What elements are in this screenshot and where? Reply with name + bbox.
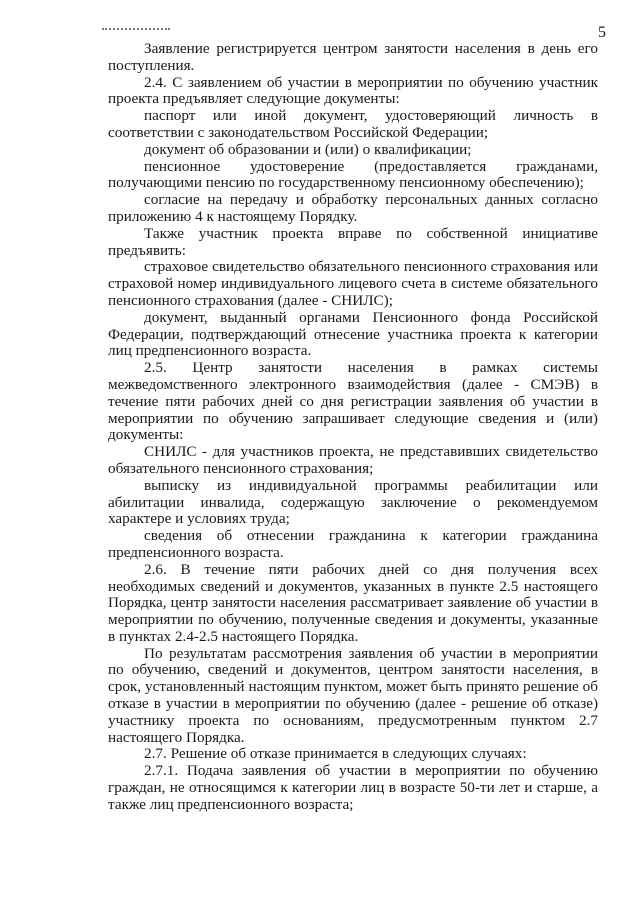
list-item-pre-retirement-info: сведения об отнесении гражданина к категории гражданина предпенсионного возраста. (108, 527, 598, 561)
paragraph-review-results: По результатам рассмотрения заявления об участии в мероприятии по обучению, сведений и документов, центром занятости населения, в срок, установленный настоящим пунктом, может быть принято решение об отказе в участии в мероприятии по обучению (далее - решение об отказе) участнику проекта по основаниям, предусмотренным пунктом 2.7 настоящего Порядка. (108, 644, 598, 746)
paragraph-optional-documents: Также участник проекта вправе по собственной инициативе предъявить: (108, 224, 598, 259)
document-body (108, 41, 598, 814)
list-item-snils-request: СНИЛС - для участников проекта, не представивших свидетельство обязательного пенсионного страхования; (108, 443, 598, 477)
list-item-personal-data-consent: согласие на передачу и обработку персональных данных согласно приложению 4 к настоящему Порядку. (108, 191, 598, 225)
paragraph-2-6: 2.6. В течение пяти рабочих дней со дня получения всех необходимых сведений и документов, указанных в пункте 2.5 настоящего Порядка, центр занятости населения рассматривает заявление об участии в мероприятии по обучению, полученные сведения и документы, указанные в пунктах 2.4-2.5 настоящего Порядка. (108, 560, 598, 645)
paragraph-2-5: 2.5. Центр занятости населения в рамках системы межведомственного электронного взаимодействия (далее - СМЭВ) в течение пяти рабочих дней со дня регистрации заявления об участии в мероприятии по обучению запрашивает следующие сведения и (или) документы: (108, 359, 598, 444)
paragraph-2-4: 2.4. С заявлением об участии в мероприятии по обучению участник проекта предъявляет следующие документы: (108, 73, 598, 108)
list-item-snils: страховое свидетельство обязательного пенсионного страхования или страховой номер индивидуального лицевого счета в системе обязательного пенсионного страхования (далее - СНИЛС); (108, 258, 598, 309)
list-item-pension-fund-document: документ, выданный органами Пенсионного фонда Российской Федерации, подтверждающий отнесение участника проекта к категории лиц предпенсионного возраста. (108, 308, 598, 360)
paragraph-registration: Заявление регистрируется центром занятости населения в день его поступления. (108, 40, 598, 74)
header-scan-mark (102, 28, 170, 38)
list-item-passport: паспорт или иной документ, удостоверяющий личность в соответствии с законодательством Российской Федерации; (108, 107, 598, 141)
page-number: 5 (598, 24, 606, 41)
list-item-education-document: документ об образовании и (или) о квалификации; (144, 140, 472, 158)
paragraph-2-7-1: 2.7.1. Подача заявления об участии в мероприятии по обучению граждан, не относящимся к категории лиц в возрасте 50-ти лет и старше, а также лиц предпенсионного возраста; (108, 762, 598, 813)
list-item-rehabilitation-extract: выписку из индивидуальной программы реабилитации или абилитации инвалида, содержащую заключение о рекомендуемом характере и условиях труда; (108, 476, 598, 528)
list-item-pension-certificate: пенсионное удостоверение (предоставляется гражданами, получающими пенсию по государственному пенсионному обеспечению); (108, 157, 598, 192)
paragraph-2-7: 2.7. Решение об отказе принимается в следующих случаях: (144, 745, 527, 763)
